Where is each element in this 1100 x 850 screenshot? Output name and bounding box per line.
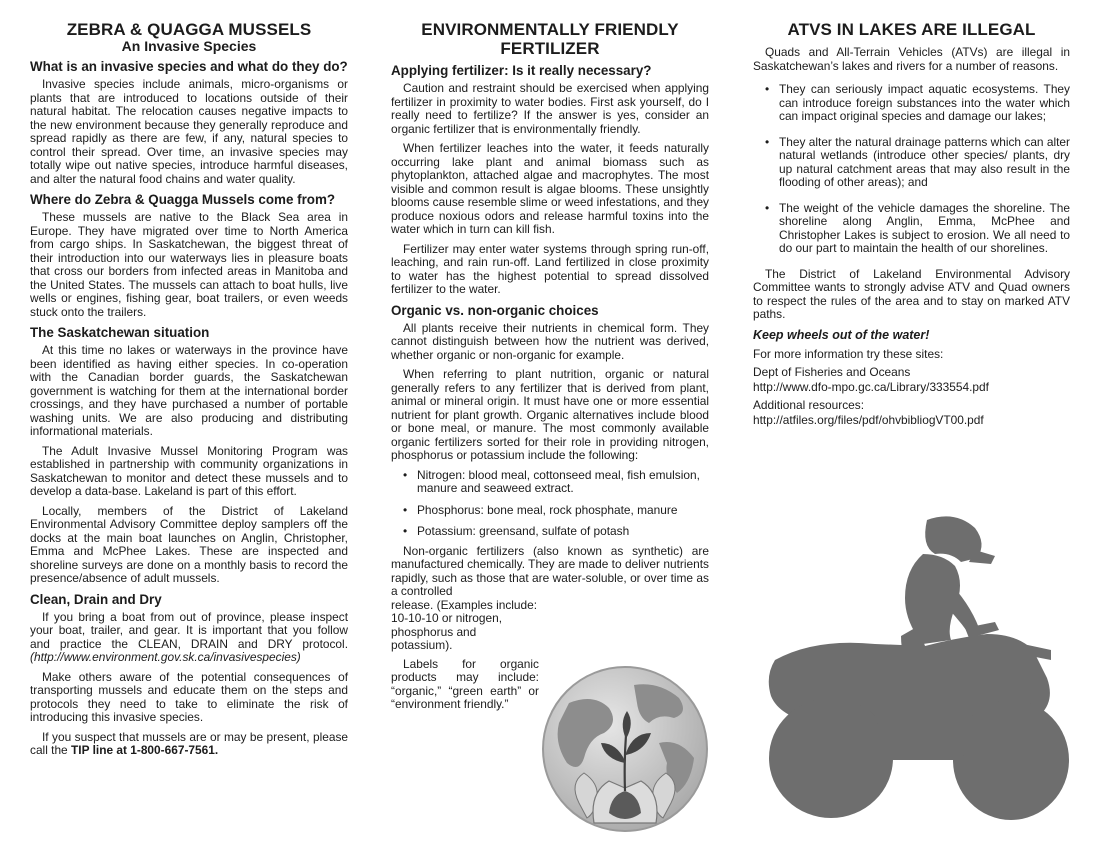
paragraph-labels: Labels for organic products may include: “organic,” “green earth” or “environment friendly.”: [391, 656, 539, 711]
invasive-species-link[interactable]: (http://www.environment.gov.sk.ca/invasivespecies): [30, 650, 301, 664]
paragraph-sask-3: Locally, members of the District of Lakeland Environmental Advisory Committee deploy samplers off the docks at the main boat launches on Anglin, Christopher, Emma and McPhee Lakes. These are inspected and shoreline surveys are done on a monthly basis to record the presence/absence of adult mussels.: [30, 503, 348, 585]
paragraph-clean-2: Make others aware of the potential consequences of transporting mussels and educate them on the steps and protocols they need to take to eliminate the risk of introducing this invasive species.: [30, 669, 348, 724]
list-item: • They alter the natural drainage patterns which can alter natural wetlands (introduce other species/ plants, dry up natural catchment areas that may also result in the flooding of other areas); and: [753, 136, 1070, 190]
list-item: • Potassium: greensand, sulfate of potash: [391, 525, 709, 539]
paragraph-organic-1: All plants receive their nutrients in chemical form. They cannot distinguish between how the nutrient was derived, whether organic or non-organic for example.: [391, 320, 709, 362]
nutrient-list: [391, 469, 709, 539]
heading-clean-drain-dry: Clean, Drain and Dry: [30, 591, 162, 607]
paragraph-district: The District of Lakeland Environmental Advisory Committee wants to strongly advise ATV and Quad owners to respect the rules of the area and to stay on marked ATV paths.: [753, 266, 1070, 321]
heading-sask-situation: The Saskatchewan situation: [30, 325, 210, 340]
section-title: ATVS IN LAKES ARE ILLEGAL: [787, 20, 1036, 39]
paragraph-where-from: These mussels are native to the Black Sea area in Europe. They have migrated over time to North America from cargo ships. In Saskatchewan, the biggest threat of their introduction into our waterways lies in pleasure boats that cross our borders from infected areas in Manitoba and the United States. The mussels can attach to boat hulls, live wells or engines, fishing gear, boat trailers, or even weeds stuck onto the trailers.: [30, 210, 348, 319]
list-item: • They can seriously impact aquatic ecosystems. They can introduce foreign substances into the water which can impact original species and damage our lakes;: [753, 83, 1070, 124]
section-title: ENVIRONMENTALLY FRIENDLY FERTILIZER: [421, 20, 679, 58]
column-zebra-quagga: [30, 20, 348, 764]
heading-applying: Applying fertilizer: Is it really necessary?: [391, 63, 652, 78]
more-info-label: For more information try these sites:: [753, 346, 944, 361]
paragraph-non-organic: Non-organic fertilizers (also known as synthetic) are manufactured chemically. They are made to deliver nutrients rapidly, such as those that are water-soluble, or over time as a controlled: [391, 543, 709, 598]
paragraph-sask-1: At this time no lakes or waterways in the province have been identified as having either species. In co-operation with the Canadian border guards, the Saskatchewan government is watching for them at the international border crossings, and they have purchased a number of portable washing units. We are also producing and distributing informational materials.: [30, 343, 348, 438]
additional-resources-label: Additional resources:: [753, 398, 865, 412]
dfo-link[interactable]: http://www.dfo-mpo.gc.ca/Library/333554.pdf: [753, 379, 989, 394]
clean-text: If you bring a boat from out of province, please inspect your boat, trailer, and gear. It is important that you follow and practice the CLEAN, DRAIN and DRY protocol.: [30, 609, 348, 651]
paragraph-atv-intro: Quads and All-Terrain Vehicles (ATVs) are illegal in Saskatchewan’s lakes and rivers for a number of reasons.: [753, 45, 1070, 73]
list-item: • Nitrogen: blood meal, cottonseed meal, fish emulsion, manure and seaweed extract.: [391, 469, 709, 496]
paragraph-apply-1: Caution and restraint should be exercised when applying fertilizer in proximity to water bodies. First ask yourself, do I really need to fertilize? If the answer is yes, consider an organic fertilizer that is environmentally friendly.: [391, 81, 709, 136]
column-atvs: [753, 20, 1070, 430]
text-beside-globe: [391, 599, 539, 712]
heading-organic: Organic vs. non-organic choices: [391, 302, 599, 318]
list-item: • The weight of the vehicle damages the shoreline. The shoreline along Anglin, Emma, McPhee and Christopher Lakes is subject to erosion. We all need to do our part to maintain the health of our shorelines.: [753, 202, 1070, 256]
atv-reasons-list: [753, 83, 1070, 256]
paragraph-organic-2: When referring to plant nutrition, organic or natural generally refers to any fertilizer that is derived from plant, animal or mineral origin. It must have one or more essential nutrient for plant growth. Organic alternatives include blood or bone meal, or manure. The most commonly available organic fertilizers sorted for their role in providing nitrogen, phosphorus or potassium include the following:: [391, 367, 709, 462]
section-title: ZEBRA & QUAGGA MUSSELS: [66, 20, 312, 39]
paragraph-sask-2: The Adult Invasive Mussel Monitoring Program was established in partnership with community organizations in Saskatchewan to monitor and detect these mussels and to develop a data-base. Lakeland is part of this effort.: [30, 443, 348, 498]
globe-hands-seedling-icon: [539, 663, 711, 835]
heading-where-from: Where do Zebra & Quagga Mussels come from?: [30, 192, 336, 207]
paragraph-tip-line: [30, 731, 348, 758]
atv-rider-silhouette-icon: [755, 510, 1075, 840]
heading-what-invasive: What is an invasive species and what do they do?: [30, 59, 348, 74]
paragraph-apply-3: Fertilizer may enter water systems through spring run-off, leaching, and rain run-off. Land fertilized in close proximity to water has the highest potential to spread dissolved fertilizer to the water.: [391, 241, 709, 296]
list-item: • Phosphorus: bone meal, rock phosphate, manure: [391, 504, 709, 518]
paragraph-what-invasive: Invasive species include animals, micro-organisms or plants that are introduced to locations outside of their natural habitat. The relocation causes negative impacts to the new environment because they generally reproduce and spread rapidly as there are few, if any, natural species to control their spread. Over time, an invasive species may totally wipe out native species, introduce harmful diseases, and alter the natural food chains and water quality.: [30, 77, 348, 186]
paragraph-apply-2: When fertilizer leaches into the water, it feeds naturally occurring lake plant and animal biomass such as phytoplankton, attached algae and macrophytes. The most visible and common result is algae blooms. These unsightly blooms cause resemble slime or weed infestations, and they produce noxious odors and release harmful toxins into the water which in turn can kill fish.: [391, 141, 709, 236]
additional-resources-link[interactable]: http://atfiles.org/files/pdf/ohvbibliogVT00.pdf: [753, 412, 984, 427]
tip-line-number: TIP line at 1-800-667-7561.: [71, 743, 219, 757]
dfo-name: Dept of Fisheries and Oceans: [753, 365, 911, 379]
keep-wheels-out: Keep wheels out of the water!: [753, 327, 930, 342]
paragraph-non-organic-cont: release. (Examples include: 10-10-10 or nitrogen, phosphorus and potassium).: [391, 597, 538, 652]
tip-text: If you suspect that mussels are or may be present, please call the: [30, 729, 348, 757]
section-subtitle: An Invasive Species: [121, 38, 257, 54]
column-fertilizer: [391, 20, 709, 718]
paragraph-clean-1: [30, 611, 348, 665]
